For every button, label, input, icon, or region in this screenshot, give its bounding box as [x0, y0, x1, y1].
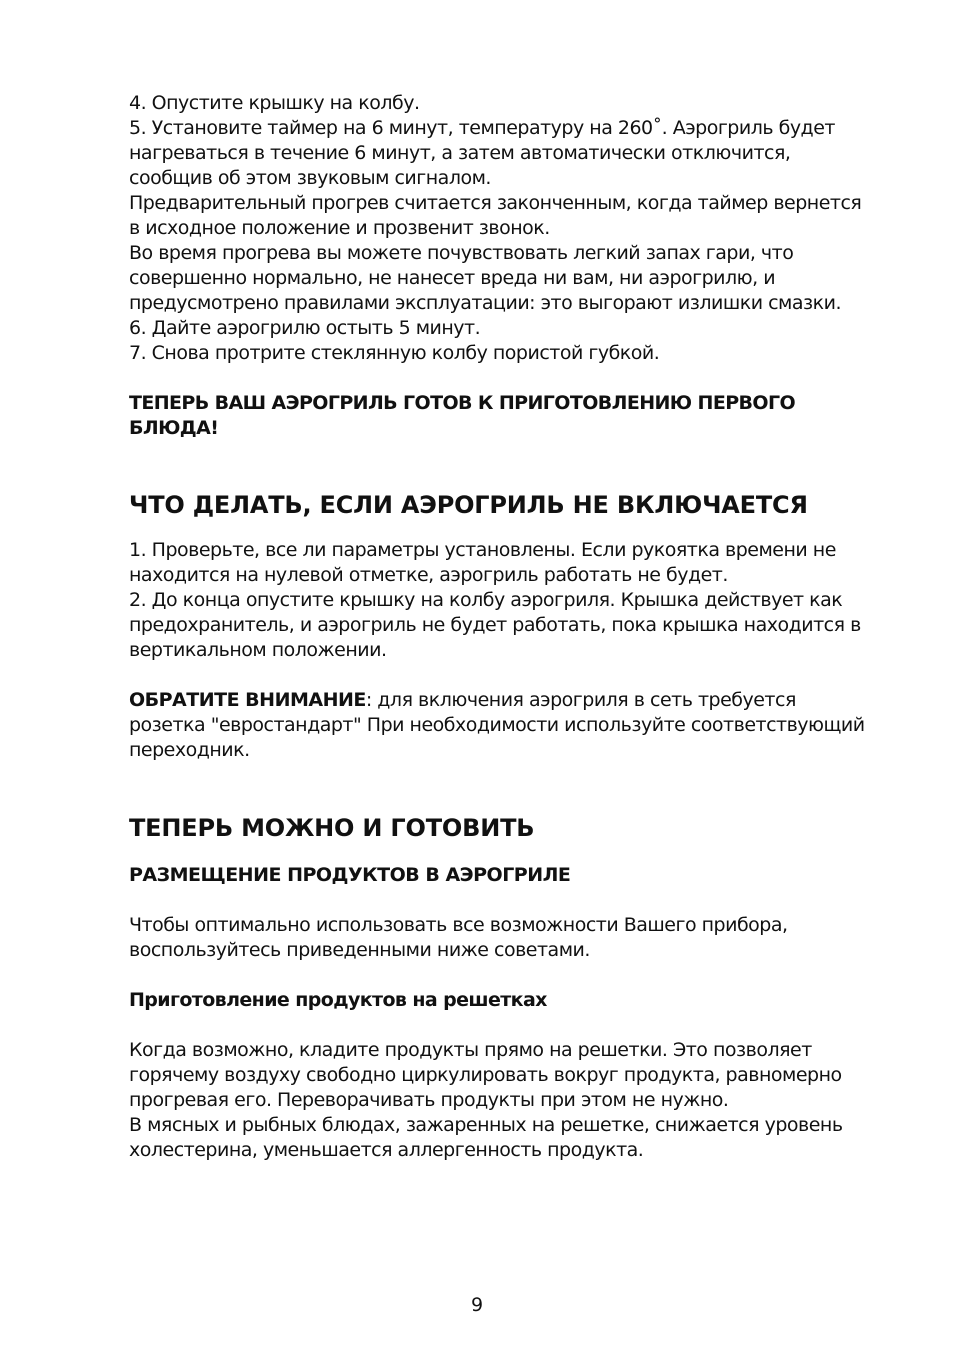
burning-smell-note: Во время прогрева вы можете почувствовать легкий запах гари, что совершенно нормально, не нанесет вреда ни вам, ни аэрогрилю, и предусмотрено правилами эксплуатации: это выгорают излишки смазки.	[129, 242, 841, 314]
step-7: 7. Снова протрите стеклянную колбу пористой губкой.	[129, 342, 660, 364]
grill-heading: Приготовление продуктов на решетках	[129, 989, 547, 1011]
troubleshoot-heading: ЧТО ДЕЛАТЬ, ЕСЛИ АЭРОГРИЛЬ НЕ ВКЛЮЧАЕТСЯ	[129, 491, 808, 519]
attention-note	[129, 688, 869, 763]
intro-steps	[129, 91, 869, 366]
preheat-finished-note: Предварительный прогрев считается законченным, когда таймер вернется в исходное положение и прозвенит звонок.	[129, 192, 862, 239]
page-number: 9	[470, 1294, 484, 1316]
grill-text	[129, 1038, 869, 1163]
troubleshoot-list	[129, 538, 869, 663]
grill-paragraph-2: В мясных и рыбных блюдах, зажаренных на решетке, снижается уровень холестерина, уменьшается аллергенность продукта.	[129, 1114, 843, 1161]
attention-text: : для включения аэрогриля в сеть требуется розетка "евростандарт" При необходимости используйте соответствующий переходник.	[129, 689, 865, 761]
step-5: 5. Установите таймер на 6 минут, температуру на 260˚. Аэрогриль будет нагреваться в течение 6 минут, а затем автоматически отключится, сообщив об этом звуковым сигналом.	[129, 117, 835, 189]
step-6: 6. Дайте аэрогрилю остыть 5 минут.	[129, 317, 481, 339]
troubleshoot-item-1: 1. Проверьте, все ли параметры установлены. Если рукоятка времени не находится на нулевой отметке, аэрогриль работать не будет.	[129, 539, 836, 586]
placement-intro: Чтобы оптимально использовать все возможности Вашего прибора, воспользуйтесь приведенными ниже советами.	[129, 914, 788, 961]
ready-notice: ТЕПЕРЬ ВАШ АЭРОГРИЛЬ ГОТОВ К ПРИГОТОВЛЕНИЮ ПЕРВОГО БЛЮДА!	[129, 392, 796, 439]
step-4: 4. Опустите крышку на колбу.	[129, 92, 420, 114]
placement-subheading: РАЗМЕЩЕНИЕ ПРОДУКТОВ В АЭРОГРИЛЕ	[129, 864, 571, 886]
troubleshoot-item-2: 2. До конца опустите крышку на колбу аэрогриля. Крышка действует как предохранитель, и аэрогриль не будет работать, пока крышка находится в вертикальном положении.	[129, 589, 861, 661]
attention-label: ОБРАТИТЕ ВНИМАНИЕ	[129, 689, 366, 711]
cooking-heading: ТЕПЕРЬ МОЖНО И ГОТОВИТЬ	[129, 814, 535, 842]
grill-paragraph-1: Когда возможно, кладите продукты прямо на решетки. Это позволяет горячему воздуху свободно циркулировать вокруг продукта, равномерно прогревая его. Переворачивать продукты при этом не нужно.	[129, 1039, 842, 1111]
document-page	[129, 91, 869, 1163]
